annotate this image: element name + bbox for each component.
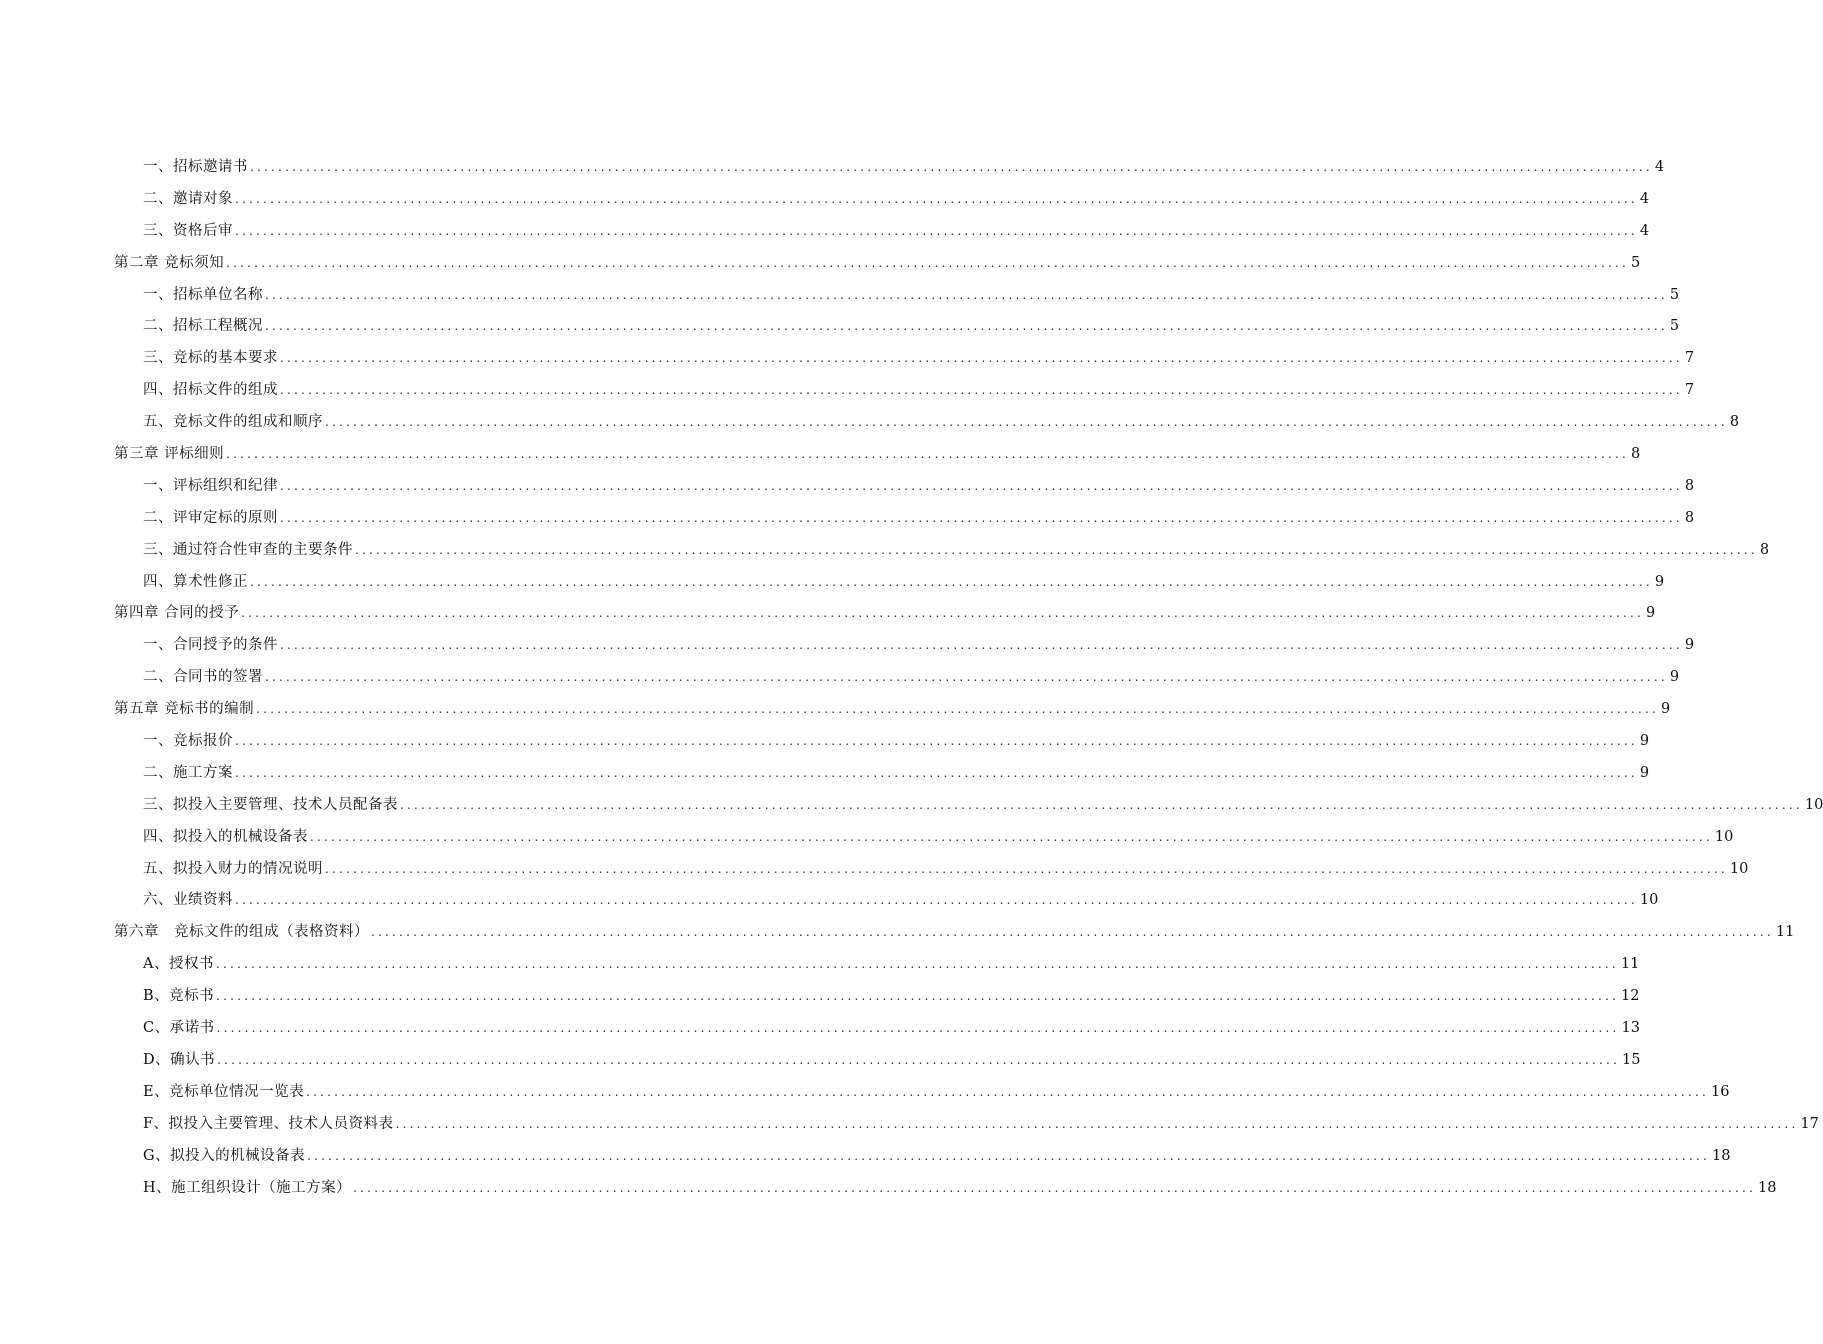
toc-entry-title: 三、通过符合性审查的主要条件 (143, 541, 353, 558)
toc-entry-line (143, 854, 1749, 886)
toc-dot-leader: ........................................................................................................................................................................................................ (310, 829, 1713, 844)
toc-entry-line (143, 216, 1650, 248)
toc-page-number: 10 (1639, 892, 1659, 909)
toc-page-number: 5 (1631, 254, 1641, 271)
toc-entry-title: H、施工组织设计（施工方案） (143, 1179, 352, 1196)
toc-entry-title: 四、招标文件的组成 (143, 382, 278, 399)
toc-page-number: 8 (1631, 446, 1641, 463)
toc-dot-leader: ........................................................................................................................................................................................................ (241, 606, 1644, 621)
toc-entry-line (143, 567, 1665, 599)
toc-section-entry[interactable] (0, 216, 1650, 248)
toc-section-entry[interactable] (0, 1013, 1640, 1045)
toc-section-entry[interactable] (0, 503, 1695, 535)
toc-dot-leader: ........................................................................................................................................................................................................ (307, 1148, 1710, 1163)
toc-entry-line (114, 439, 1641, 471)
toc-section-entry[interactable] (0, 981, 1640, 1013)
toc-page-number: 7 (1684, 382, 1695, 399)
toc-entry-title: 四、算术性修正 (143, 573, 248, 590)
toc-page-number: 5 (1669, 286, 1680, 303)
toc-dot-leader: ........................................................................................................................................................................................................ (226, 447, 1629, 462)
toc-entry-title: 一、招标邀请书 (143, 159, 248, 175)
toc-page-number: 8 (1759, 541, 1770, 558)
toc-page-number: 9 (1646, 605, 1656, 622)
toc-entry-title: G、拟投入的机械设备表 (143, 1147, 306, 1164)
toc-entry-line (143, 311, 1680, 343)
toc-entry-title: 六、业绩资料 (143, 892, 233, 909)
toc-chapter-entry[interactable] (0, 248, 1641, 280)
toc-dot-leader: ........................................................................................................................................................................................................ (250, 160, 1653, 174)
toc-entry-title: 二、评审定标的原则 (143, 509, 278, 526)
toc-entry-line (143, 375, 1695, 407)
toc-entry-title: D、确认书 (143, 1051, 216, 1068)
toc-page-number: 8 (1684, 477, 1695, 494)
toc-entry-line (143, 343, 1695, 375)
toc-section-entry[interactable] (0, 1173, 1777, 1205)
toc-entry-line (143, 981, 1640, 1013)
toc-entry-line (143, 1013, 1640, 1045)
toc-entry-title: 一、竞标报价 (143, 733, 233, 750)
toc-entry-line (143, 280, 1680, 312)
toc-chapter-entry[interactable] (0, 598, 1656, 630)
toc-entry-line (114, 248, 1641, 280)
toc-page-number: 13 (1621, 1020, 1640, 1037)
toc-entry-line (143, 790, 1823, 822)
table-of-contents (0, 152, 1823, 1204)
toc-entry-line (143, 535, 1770, 567)
toc-entry-line (143, 152, 1665, 184)
toc-section-entry[interactable] (0, 662, 1680, 694)
toc-section-entry[interactable] (0, 1045, 1641, 1077)
toc-entry-title: 五、竞标文件的组成和顺序 (143, 414, 323, 431)
toc-chapter-entry[interactable] (0, 917, 1795, 949)
toc-section-entry[interactable] (0, 152, 1665, 184)
toc-page-number: 9 (1639, 733, 1650, 750)
toc-dot-leader: ........................................................................................................................................................................................................ (235, 765, 1638, 780)
toc-page-number: 5 (1669, 318, 1680, 335)
toc-dot-leader: ........................................................................................................................................................................................................ (280, 383, 1683, 398)
toc-page-number: 11 (1775, 924, 1795, 941)
toc-entry-line (114, 694, 1671, 726)
toc-entry-title: F、拟投入主要管理、技术人员资料表 (143, 1115, 394, 1132)
toc-dot-leader: ........................................................................................................................................................................................................ (280, 638, 1683, 653)
toc-entry-line (143, 1141, 1731, 1173)
toc-dot-leader: ........................................................................................................................................................................................................ (325, 861, 1728, 876)
toc-entry-title: 三、拟投入主要管理、技术人员配备表 (143, 796, 398, 813)
toc-dot-leader: ........................................................................................................................................................................................................ (280, 510, 1683, 525)
toc-entry-title: 二、合同书的签署 (143, 669, 263, 686)
toc-dot-leader: ........................................................................................................................................................................................................ (265, 287, 1668, 302)
toc-page-number: 12 (1621, 988, 1640, 1005)
toc-dot-leader: ........................................................................................................................................................................................................ (371, 925, 1774, 940)
toc-section-entry[interactable] (0, 1109, 1819, 1141)
toc-dot-leader: ........................................................................................................................................................................................................ (226, 255, 1629, 270)
toc-entry-title: 一、评标组织和纪律 (143, 477, 278, 494)
toc-entry-line (143, 1077, 1730, 1109)
toc-section-entry[interactable] (0, 885, 1659, 917)
toc-dot-leader: ........................................................................................................................................................................................................ (215, 957, 1619, 972)
toc-entry-title: 第三章 评标细则 (114, 446, 225, 463)
toc-entry-line (114, 917, 1795, 949)
toc-section-entry[interactable] (0, 567, 1665, 599)
toc-entry-title: 第五章 竞标书的编制 (114, 701, 255, 718)
toc-section-entry[interactable] (0, 535, 1770, 567)
toc-entry-line (143, 662, 1680, 694)
toc-page-number: 10 (1804, 796, 1823, 813)
toc-entry-title: 三、竞标的基本要求 (143, 350, 278, 367)
toc-page-number: 10 (1714, 828, 1734, 845)
toc-dot-leader: ........................................................................................................................................................................................................ (235, 191, 1638, 206)
toc-entry-title: 第二章 竞标须知 (114, 254, 225, 271)
toc-entry-title: C、承诺书 (143, 1020, 215, 1037)
toc-entry-line (143, 471, 1695, 503)
toc-page-number: 4 (1639, 190, 1650, 207)
toc-entry-title: 一、合同授予的条件 (143, 637, 278, 654)
toc-dot-leader: ........................................................................................................................................................................................................ (395, 1116, 1799, 1131)
toc-page-number: 4 (1639, 222, 1650, 239)
toc-entry-line (114, 598, 1656, 630)
toc-dot-leader: ........................................................................................................................................................................................................ (216, 1021, 1620, 1036)
toc-section-entry[interactable] (0, 1077, 1730, 1109)
toc-entry-line (143, 822, 1734, 854)
toc-dot-leader: ........................................................................................................................................................................................................ (325, 415, 1728, 430)
toc-section-entry[interactable] (0, 949, 1640, 981)
toc-section-entry[interactable] (0, 726, 1650, 758)
toc-section-entry[interactable] (0, 758, 1650, 790)
toc-entry-line (143, 630, 1695, 662)
toc-entry-title: 三、资格后审 (143, 222, 233, 239)
toc-entry-title: 第六章 竞标文件的组成（表格资料） (114, 924, 369, 941)
toc-dot-leader: ........................................................................................................................................................................................................ (235, 734, 1638, 749)
toc-entry-title: 五、拟投入财力的情况说明 (143, 860, 323, 877)
toc-entry-title: 四、拟投入的机械设备表 (143, 828, 308, 845)
toc-dot-leader: ........................................................................................................................................................................................................ (306, 1084, 1709, 1099)
toc-dot-leader: ........................................................................................................................................................................................................ (256, 702, 1659, 717)
toc-section-entry[interactable] (0, 822, 1734, 854)
toc-page-number: 15 (1622, 1051, 1641, 1068)
toc-section-entry[interactable] (0, 630, 1695, 662)
toc-section-entry[interactable] (0, 1141, 1731, 1173)
toc-page-number: 9 (1661, 701, 1671, 718)
toc-entry-line (143, 184, 1650, 216)
toc-entry-line (143, 1045, 1641, 1077)
toc-chapter-entry[interactable] (0, 439, 1641, 471)
toc-page-number: 8 (1729, 414, 1740, 431)
toc-page-number: 10 (1729, 860, 1749, 877)
toc-entry-title: 第四章 合同的授予 (114, 605, 240, 622)
toc-page-number: 9 (1684, 637, 1695, 654)
toc-page-number: 8 (1684, 509, 1695, 526)
toc-entry-title: A、授权书 (143, 956, 214, 973)
toc-entry-line (143, 949, 1640, 981)
toc-entry-line (143, 1109, 1819, 1141)
toc-section-entry[interactable] (0, 311, 1680, 343)
toc-chapter-entry[interactable] (0, 694, 1671, 726)
toc-dot-leader: ........................................................................................................................................................................................................ (265, 670, 1668, 685)
toc-entry-title: B、竞标书 (143, 988, 215, 1005)
toc-entry-title: 二、施工方案 (143, 764, 233, 781)
toc-dot-leader: ........................................................................................................................................................................................................ (355, 542, 1758, 557)
toc-section-entry[interactable] (0, 375, 1695, 407)
toc-dot-leader: ........................................................................................................................................................................................................ (400, 797, 1803, 812)
toc-entry-title: 二、招标工程概况 (143, 318, 263, 335)
toc-section-entry[interactable] (0, 471, 1695, 503)
toc-dot-leader: ........................................................................................................................................................................................................ (265, 319, 1668, 334)
toc-entry-title: 二、邀请对象 (143, 190, 233, 207)
toc-entry-title: 一、招标单位名称 (143, 286, 263, 303)
toc-page-number: 16 (1710, 1083, 1730, 1100)
toc-page-number: 9 (1654, 573, 1665, 590)
toc-entry-title: E、竞标单位情况一览表 (143, 1083, 305, 1100)
toc-entry-line (143, 726, 1650, 758)
toc-page-number: 18 (1711, 1147, 1731, 1164)
toc-dot-leader: ........................................................................................................................................................................................................ (353, 1180, 1757, 1195)
toc-page-number: 11 (1620, 956, 1640, 973)
toc-section-entry[interactable] (0, 790, 1823, 822)
toc-section-entry[interactable] (0, 343, 1695, 375)
toc-section-entry[interactable] (0, 407, 1740, 439)
toc-dot-leader: ........................................................................................................................................................................................................ (250, 574, 1653, 589)
toc-page-number: 9 (1639, 764, 1650, 781)
toc-dot-leader: ........................................................................................................................................................................................................ (216, 989, 1620, 1004)
toc-section-entry[interactable] (0, 184, 1650, 216)
toc-dot-leader: ........................................................................................................................................................................................................ (280, 478, 1683, 493)
toc-page-number: 4 (1654, 159, 1665, 175)
toc-page-number: 18 (1758, 1179, 1777, 1196)
toc-section-entry[interactable] (0, 854, 1749, 886)
toc-page-number: 9 (1669, 669, 1680, 686)
toc-page-number: 17 (1800, 1115, 1819, 1132)
toc-dot-leader: ........................................................................................................................................................................................................ (235, 893, 1638, 908)
toc-entry-line (143, 503, 1695, 535)
toc-entry-line (143, 407, 1740, 439)
toc-entry-line (143, 885, 1659, 917)
toc-dot-leader: ........................................................................................................................................................................................................ (235, 223, 1638, 238)
toc-entry-line (143, 1173, 1777, 1205)
toc-section-entry[interactable] (0, 280, 1680, 312)
toc-dot-leader: ........................................................................................................................................................................................................ (217, 1052, 1621, 1067)
toc-dot-leader: ........................................................................................................................................................................................................ (280, 351, 1683, 366)
toc-entry-line (143, 758, 1650, 790)
toc-page-number: 7 (1684, 350, 1695, 367)
